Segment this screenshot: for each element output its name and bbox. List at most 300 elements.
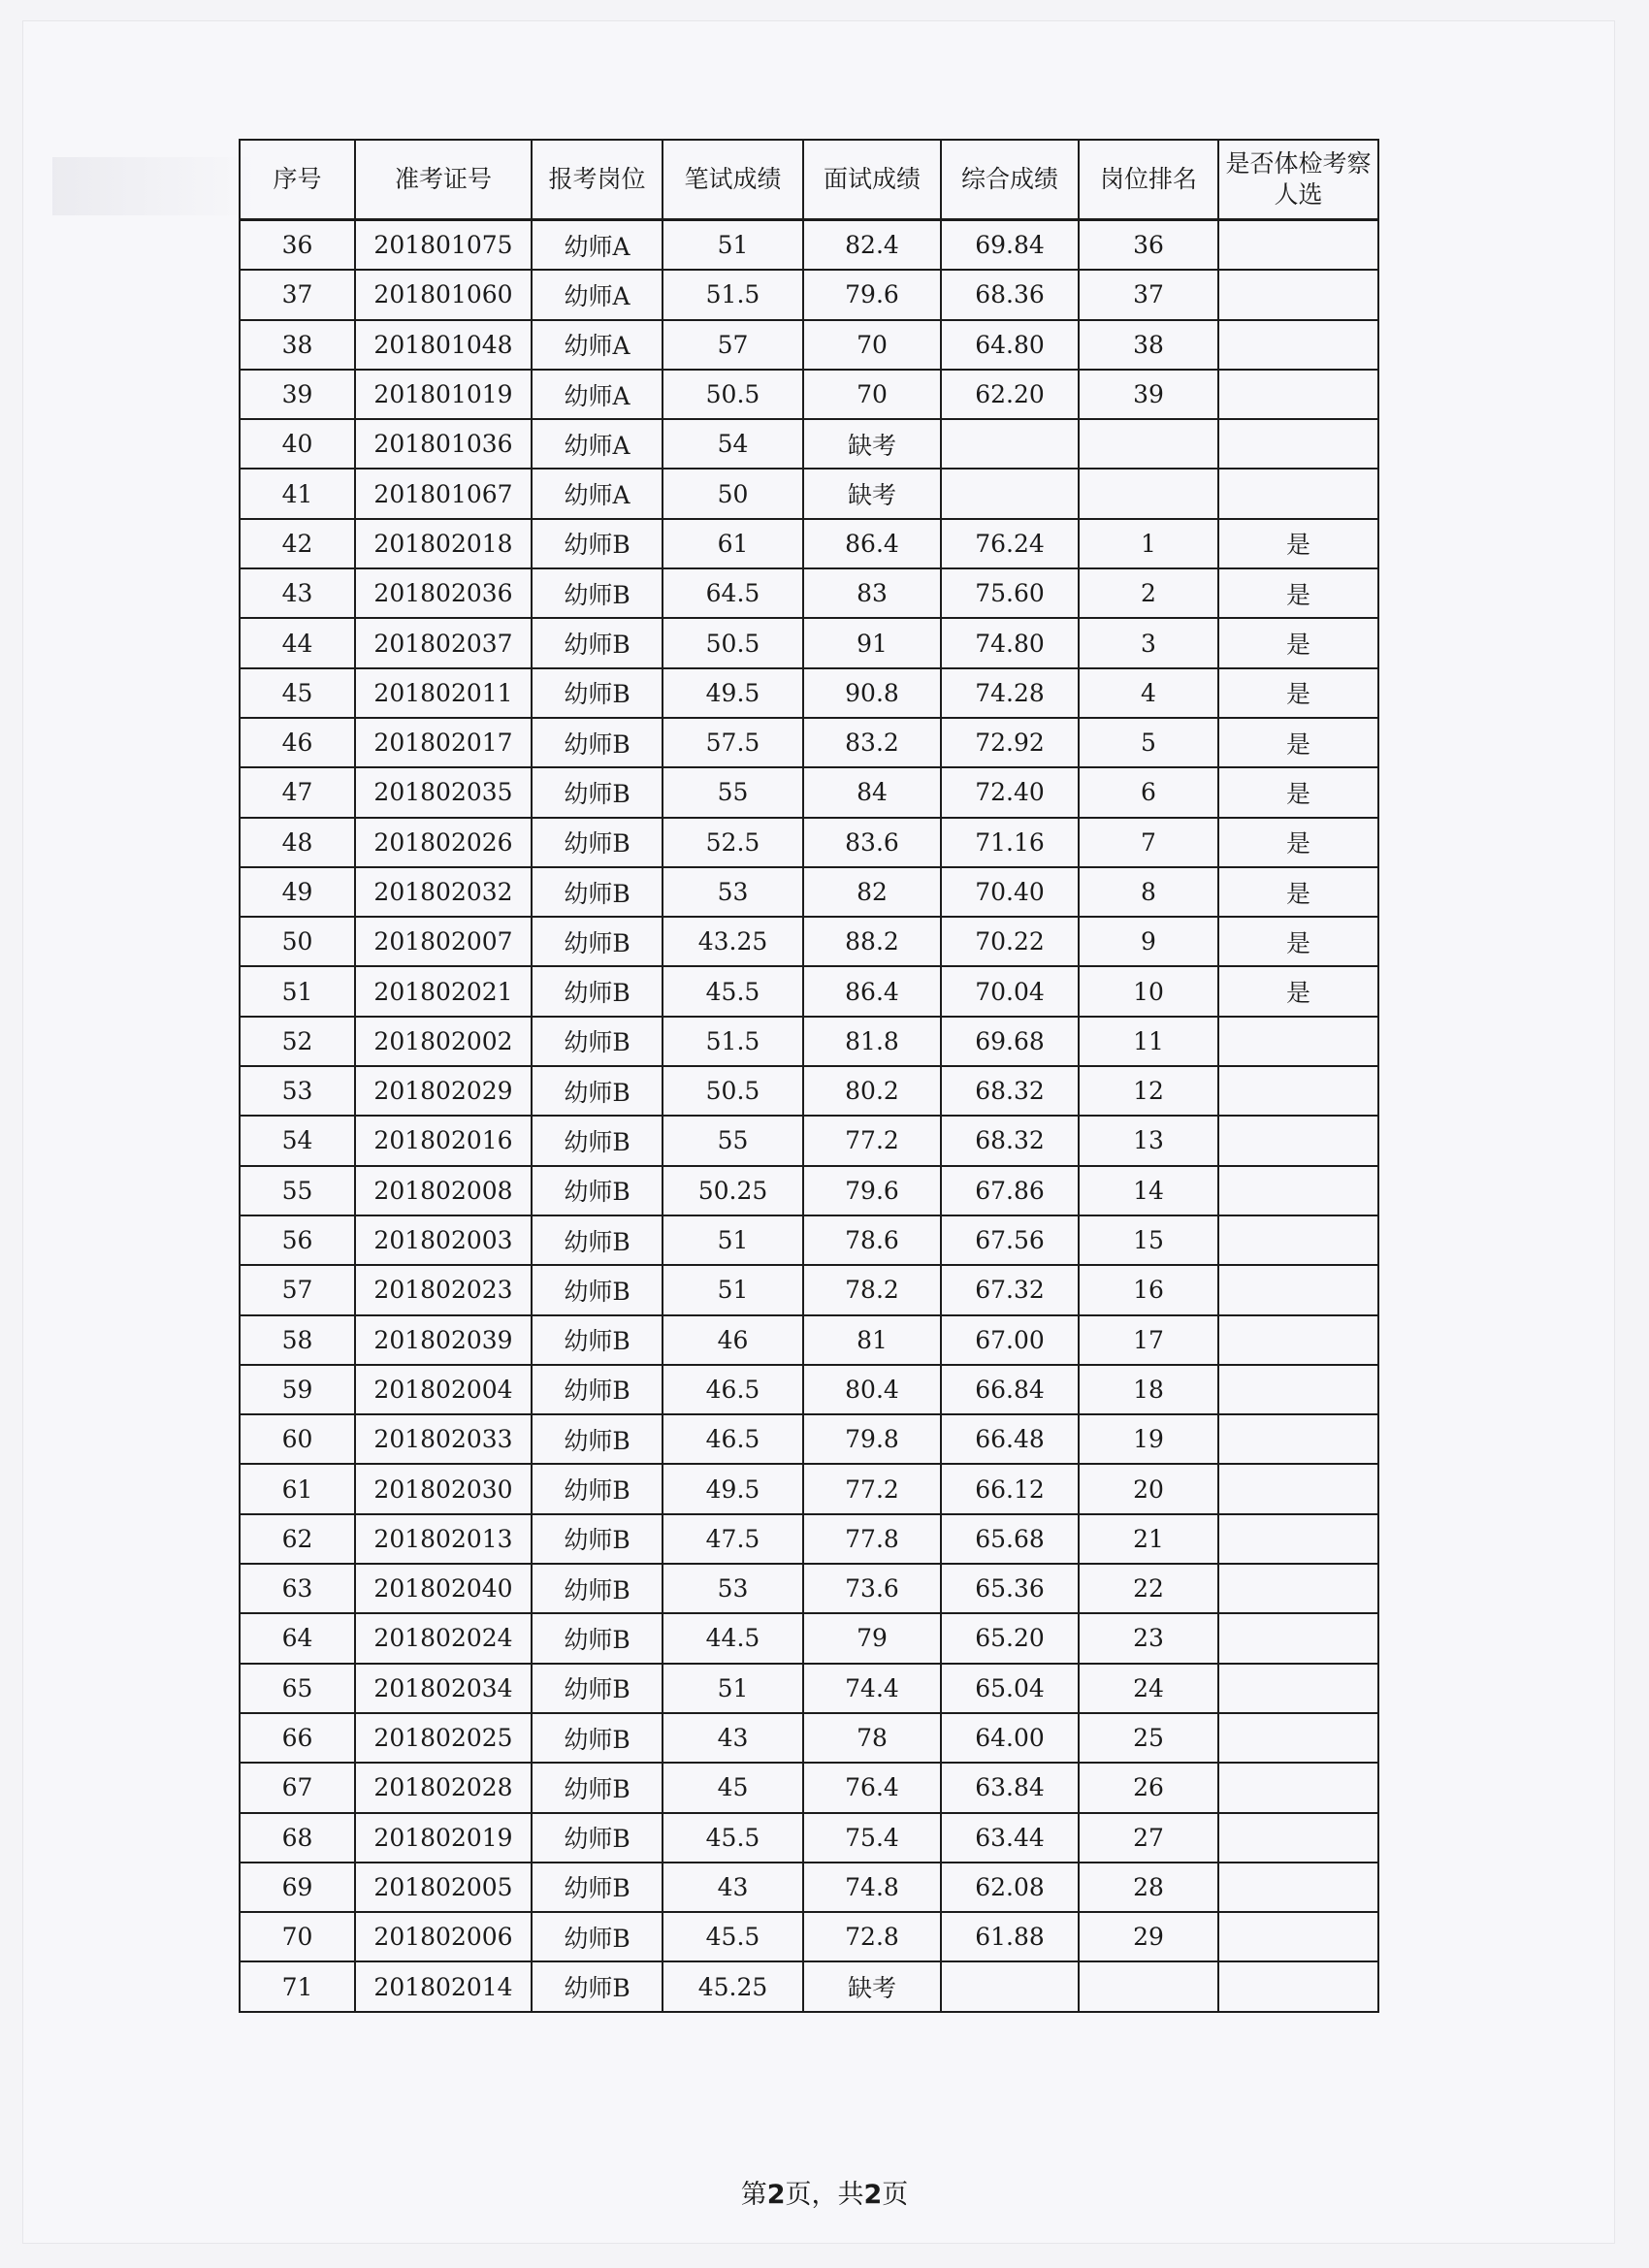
cell-rank: 27 (1079, 1813, 1218, 1863)
table-row (240, 818, 1378, 867)
table-row (240, 1763, 1378, 1812)
cell-seq: 46 (240, 718, 355, 767)
table-row (240, 320, 1378, 370)
cell-position: 幼师B (532, 818, 663, 867)
cell-seq: 71 (240, 1961, 355, 2011)
cell-position: 幼师B (532, 1066, 663, 1116)
cell-total-score: 68.36 (941, 270, 1079, 319)
cell-selected (1218, 1713, 1378, 1763)
table-row (240, 1215, 1378, 1265)
cell-rank: 36 (1079, 220, 1218, 271)
footer-prefix: 第 (740, 2180, 767, 2210)
cell-position: 幼师A (532, 419, 663, 469)
cell-written-score: 49.5 (663, 668, 803, 718)
header-selected: 是否体检考察人选 (1218, 140, 1378, 220)
table-row (240, 469, 1378, 518)
cell-total-score: 67.00 (941, 1315, 1079, 1365)
table-row (240, 1464, 1378, 1513)
cell-ticket-number: 201802002 (355, 1017, 532, 1066)
cell-position: 幼师A (532, 270, 663, 319)
cell-written-score: 49.5 (663, 1464, 803, 1513)
cell-interview-score: 79.6 (803, 270, 941, 319)
cell-rank: 12 (1079, 1066, 1218, 1116)
cell-selected: 是 (1218, 568, 1378, 618)
cell-rank: 1 (1079, 519, 1218, 568)
cell-interview-score: 73.6 (803, 1564, 941, 1613)
table-row (240, 1116, 1378, 1165)
cell-interview-score: 90.8 (803, 668, 941, 718)
cell-seq: 47 (240, 767, 355, 817)
cell-interview-score: 80.4 (803, 1365, 941, 1414)
cell-ticket-number: 201802032 (355, 867, 532, 917)
cell-rank: 28 (1079, 1863, 1218, 1912)
cell-written-score: 46.5 (663, 1414, 803, 1464)
cell-interview-score: 79.8 (803, 1414, 941, 1464)
cell-ticket-number: 201802008 (355, 1166, 532, 1215)
cell-selected (1218, 1116, 1378, 1165)
cell-ticket-number: 201801019 (355, 370, 532, 419)
cell-total-score: 62.08 (941, 1863, 1079, 1912)
cell-interview-score: 74.4 (803, 1664, 941, 1713)
cell-rank: 14 (1079, 1166, 1218, 1215)
cell-seq: 42 (240, 519, 355, 568)
cell-ticket-number: 201802005 (355, 1863, 532, 1912)
table-row (240, 220, 1378, 271)
cell-interview-score: 76.4 (803, 1763, 941, 1812)
cell-selected: 是 (1218, 917, 1378, 966)
cell-rank: 22 (1079, 1564, 1218, 1613)
cell-rank: 21 (1079, 1514, 1218, 1564)
table-row (240, 1166, 1378, 1215)
cell-ticket-number: 201802021 (355, 966, 532, 1016)
cell-selected (1218, 1863, 1378, 1912)
cell-ticket-number: 201802014 (355, 1961, 532, 2011)
table-row (240, 966, 1378, 1016)
cell-written-score: 46.5 (663, 1365, 803, 1414)
cell-seq: 37 (240, 270, 355, 319)
cell-selected (1218, 220, 1378, 271)
cell-interview-score: 84 (803, 767, 941, 817)
table-body (240, 220, 1378, 2012)
cell-rank: 11 (1079, 1017, 1218, 1066)
cell-total-score: 71.16 (941, 818, 1079, 867)
header-written-score: 笔试成绩 (663, 140, 803, 220)
cell-rank (1079, 1961, 1218, 2011)
cell-seq: 41 (240, 469, 355, 518)
cell-total-score: 63.84 (941, 1763, 1079, 1812)
cell-interview-score: 缺考 (803, 419, 941, 469)
cell-rank: 6 (1079, 767, 1218, 817)
cell-rank: 39 (1079, 370, 1218, 419)
cell-total-score: 66.48 (941, 1414, 1079, 1464)
cell-total-score: 69.84 (941, 220, 1079, 271)
cell-interview-score: 79.6 (803, 1166, 941, 1215)
cell-seq: 48 (240, 818, 355, 867)
cell-position: 幼师B (532, 1613, 663, 1663)
cell-rank: 26 (1079, 1763, 1218, 1812)
cell-position: 幼师B (532, 1961, 663, 2011)
cell-selected (1218, 1464, 1378, 1513)
cell-selected (1218, 1166, 1378, 1215)
cell-interview-score: 91 (803, 618, 941, 667)
cell-total-score (941, 1961, 1079, 2011)
cell-interview-score: 缺考 (803, 1961, 941, 2011)
cell-selected (1218, 1066, 1378, 1116)
cell-interview-score: 75.4 (803, 1813, 941, 1863)
cell-selected (1218, 1912, 1378, 1961)
cell-interview-score: 88.2 (803, 917, 941, 966)
cell-total-score (941, 469, 1079, 518)
table-header-row (240, 140, 1378, 220)
cell-seq: 55 (240, 1166, 355, 1215)
table-row (240, 1961, 1378, 2011)
cell-total-score: 70.22 (941, 917, 1079, 966)
cell-seq: 68 (240, 1813, 355, 1863)
cell-rank (1079, 469, 1218, 518)
cell-seq: 50 (240, 917, 355, 966)
cell-interview-score: 82 (803, 867, 941, 917)
cell-rank: 19 (1079, 1414, 1218, 1464)
cell-ticket-number: 201802037 (355, 618, 532, 667)
cell-total-score: 70.40 (941, 867, 1079, 917)
cell-rank: 13 (1079, 1116, 1218, 1165)
cell-rank: 9 (1079, 917, 1218, 966)
cell-rank: 4 (1079, 668, 1218, 718)
cell-ticket-number: 201802018 (355, 519, 532, 568)
cell-position: 幼师B (532, 618, 663, 667)
cell-position: 幼师B (532, 1813, 663, 1863)
cell-ticket-number: 201802016 (355, 1116, 532, 1165)
cell-seq: 45 (240, 668, 355, 718)
cell-selected: 是 (1218, 818, 1378, 867)
cell-interview-score: 77.8 (803, 1514, 941, 1564)
cell-position: 幼师B (532, 1912, 663, 1961)
cell-total-score: 74.80 (941, 618, 1079, 667)
cell-interview-score: 77.2 (803, 1464, 941, 1513)
cell-selected (1218, 1664, 1378, 1713)
cell-written-score: 46 (663, 1315, 803, 1365)
cell-total-score: 72.40 (941, 767, 1079, 817)
cell-total-score: 65.68 (941, 1514, 1079, 1564)
cell-total-score: 67.56 (941, 1215, 1079, 1265)
cell-selected: 是 (1218, 966, 1378, 1016)
cell-total-score: 63.44 (941, 1813, 1079, 1863)
cell-seq: 57 (240, 1265, 355, 1314)
cell-selected: 是 (1218, 519, 1378, 568)
cell-ticket-number: 201801075 (355, 220, 532, 271)
header-rank: 岗位排名 (1079, 140, 1218, 220)
cell-interview-score: 83.6 (803, 818, 941, 867)
cell-position: 幼师B (532, 767, 663, 817)
table-row (240, 1664, 1378, 1713)
cell-position: 幼师B (532, 1365, 663, 1414)
cell-selected (1218, 419, 1378, 469)
cell-ticket-number: 201802023 (355, 1265, 532, 1314)
table-row (240, 1613, 1378, 1663)
cell-total-score: 68.32 (941, 1116, 1079, 1165)
cell-selected (1218, 469, 1378, 518)
table-row (240, 618, 1378, 667)
score-table (239, 139, 1379, 2013)
cell-selected (1218, 1365, 1378, 1414)
cell-position: 幼师B (532, 1116, 663, 1165)
cell-written-score: 50 (663, 469, 803, 518)
cell-position: 幼师B (532, 1414, 663, 1464)
cell-interview-score: 72.8 (803, 1912, 941, 1961)
cell-ticket-number: 201802035 (355, 767, 532, 817)
cell-ticket-number: 201802026 (355, 818, 532, 867)
cell-position: 幼师B (532, 1265, 663, 1314)
cell-position: 幼师A (532, 469, 663, 518)
header-position: 报考岗位 (532, 140, 663, 220)
table-row (240, 767, 1378, 817)
cell-ticket-number: 201802025 (355, 1713, 532, 1763)
cell-seq: 62 (240, 1514, 355, 1564)
table-row (240, 1414, 1378, 1464)
cell-total-score: 65.36 (941, 1564, 1079, 1613)
cell-seq: 64 (240, 1613, 355, 1663)
table-row (240, 1066, 1378, 1116)
cell-total-score: 72.92 (941, 718, 1079, 767)
cell-rank: 7 (1079, 818, 1218, 867)
table-row (240, 668, 1378, 718)
table-row (240, 1514, 1378, 1564)
cell-seq: 58 (240, 1315, 355, 1365)
cell-total-score (941, 419, 1079, 469)
cell-selected: 是 (1218, 718, 1378, 767)
table-row (240, 419, 1378, 469)
cell-selected: 是 (1218, 618, 1378, 667)
table-row (240, 917, 1378, 966)
cell-position: 幼师B (532, 568, 663, 618)
cell-rank: 16 (1079, 1265, 1218, 1314)
cell-seq: 53 (240, 1066, 355, 1116)
cell-selected: 是 (1218, 668, 1378, 718)
cell-selected (1218, 320, 1378, 370)
table-row (240, 370, 1378, 419)
cell-written-score: 54 (663, 419, 803, 469)
cell-written-score: 55 (663, 767, 803, 817)
cell-seq: 38 (240, 320, 355, 370)
cell-interview-score: 70 (803, 320, 941, 370)
cell-interview-score: 78.6 (803, 1215, 941, 1265)
cell-position: 幼师B (532, 867, 663, 917)
cell-written-score: 47.5 (663, 1514, 803, 1564)
table-row (240, 718, 1378, 767)
footer-middle: 页，共 (785, 2180, 864, 2210)
page-footer (0, 2173, 1649, 2211)
cell-rank: 3 (1079, 618, 1218, 667)
cell-ticket-number: 201801060 (355, 270, 532, 319)
cell-selected (1218, 1315, 1378, 1365)
cell-seq: 43 (240, 568, 355, 618)
cell-written-score: 43.25 (663, 917, 803, 966)
cell-ticket-number: 201802030 (355, 1464, 532, 1513)
cell-interview-score: 78.2 (803, 1265, 941, 1314)
cell-written-score: 51 (663, 220, 803, 271)
cell-seq: 36 (240, 220, 355, 271)
cell-position: 幼师B (532, 1664, 663, 1713)
table-row (240, 519, 1378, 568)
table-row (240, 1713, 1378, 1763)
cell-position: 幼师B (532, 1464, 663, 1513)
cell-rank: 37 (1079, 270, 1218, 319)
scan-artifact (52, 157, 256, 215)
cell-position: 幼师B (532, 1017, 663, 1066)
cell-seq: 65 (240, 1664, 355, 1713)
cell-rank: 17 (1079, 1315, 1218, 1365)
cell-written-score: 53 (663, 867, 803, 917)
cell-ticket-number: 201802004 (355, 1365, 532, 1414)
cell-position: 幼师A (532, 370, 663, 419)
cell-rank: 18 (1079, 1365, 1218, 1414)
table-row (240, 568, 1378, 618)
cell-selected: 是 (1218, 767, 1378, 817)
cell-total-score: 70.04 (941, 966, 1079, 1016)
cell-rank: 29 (1079, 1912, 1218, 1961)
cell-interview-score: 86.4 (803, 966, 941, 1016)
cell-total-score: 65.20 (941, 1613, 1079, 1663)
cell-rank: 20 (1079, 1464, 1218, 1513)
cell-ticket-number: 201802006 (355, 1912, 532, 1961)
cell-written-score: 51 (663, 1664, 803, 1713)
cell-written-score: 51.5 (663, 270, 803, 319)
cell-selected (1218, 1613, 1378, 1663)
cell-position: 幼师B (532, 917, 663, 966)
cell-seq: 61 (240, 1464, 355, 1513)
footer-page-number: 2 (766, 2180, 786, 2210)
cell-position: 幼师A (532, 220, 663, 271)
cell-selected (1218, 1961, 1378, 2011)
cell-ticket-number: 201802028 (355, 1763, 532, 1812)
cell-ticket-number: 201802040 (355, 1564, 532, 1613)
cell-interview-score: 82.4 (803, 220, 941, 271)
cell-written-score: 50.25 (663, 1166, 803, 1215)
cell-position: 幼师B (532, 1564, 663, 1613)
cell-ticket-number: 201801048 (355, 320, 532, 370)
table-row (240, 1912, 1378, 1961)
cell-interview-score: 83.2 (803, 718, 941, 767)
cell-position: 幼师B (532, 1713, 663, 1763)
cell-interview-score: 70 (803, 370, 941, 419)
cell-selected (1218, 1813, 1378, 1863)
table-row (240, 1265, 1378, 1314)
cell-position: 幼师B (532, 718, 663, 767)
cell-ticket-number: 201802011 (355, 668, 532, 718)
cell-interview-score: 77.2 (803, 1116, 941, 1165)
cell-position: 幼师B (532, 668, 663, 718)
cell-ticket-number: 201802019 (355, 1813, 532, 1863)
cell-rank: 2 (1079, 568, 1218, 618)
cell-position: 幼师B (532, 1863, 663, 1912)
cell-interview-score: 80.2 (803, 1066, 941, 1116)
cell-position: 幼师B (532, 1514, 663, 1564)
cell-total-score: 75.60 (941, 568, 1079, 618)
cell-ticket-number: 201802029 (355, 1066, 532, 1116)
cell-position: 幼师B (532, 966, 663, 1016)
cell-interview-score: 81 (803, 1315, 941, 1365)
cell-total-score: 74.28 (941, 668, 1079, 718)
cell-seq: 52 (240, 1017, 355, 1066)
cell-selected (1218, 1215, 1378, 1265)
cell-ticket-number: 201802003 (355, 1215, 532, 1265)
cell-written-score: 57 (663, 320, 803, 370)
cell-position: 幼师B (532, 1315, 663, 1365)
cell-written-score: 51.5 (663, 1017, 803, 1066)
cell-rank (1079, 419, 1218, 469)
cell-written-score: 45.5 (663, 966, 803, 1016)
cell-total-score: 64.00 (941, 1713, 1079, 1763)
cell-ticket-number: 201802007 (355, 917, 532, 966)
cell-position: 幼师B (532, 519, 663, 568)
cell-written-score: 45.25 (663, 1961, 803, 2011)
cell-position: 幼师B (532, 1166, 663, 1215)
cell-total-score: 64.80 (941, 320, 1079, 370)
cell-seq: 56 (240, 1215, 355, 1265)
cell-written-score: 43 (663, 1713, 803, 1763)
cell-ticket-number: 201802017 (355, 718, 532, 767)
cell-rank: 25 (1079, 1713, 1218, 1763)
cell-selected (1218, 1763, 1378, 1812)
cell-total-score: 66.84 (941, 1365, 1079, 1414)
cell-written-score: 51 (663, 1215, 803, 1265)
cell-rank: 8 (1079, 867, 1218, 917)
cell-seq: 44 (240, 618, 355, 667)
cell-total-score: 69.68 (941, 1017, 1079, 1066)
cell-selected (1218, 370, 1378, 419)
cell-rank: 38 (1079, 320, 1218, 370)
header-interview-score: 面试成绩 (803, 140, 941, 220)
cell-ticket-number: 201801036 (355, 419, 532, 469)
cell-written-score: 61 (663, 519, 803, 568)
cell-seq: 63 (240, 1564, 355, 1613)
cell-written-score: 45.5 (663, 1813, 803, 1863)
cell-written-score: 55 (663, 1116, 803, 1165)
table-row (240, 1017, 1378, 1066)
cell-seq: 70 (240, 1912, 355, 1961)
cell-ticket-number: 201802036 (355, 568, 532, 618)
cell-total-score: 65.04 (941, 1664, 1079, 1713)
header-seq: 序号 (240, 140, 355, 220)
cell-written-score: 43 (663, 1863, 803, 1912)
table-row (240, 270, 1378, 319)
table-row (240, 1813, 1378, 1863)
cell-interview-score: 79 (803, 1613, 941, 1663)
cell-total-score: 67.32 (941, 1265, 1079, 1314)
cell-selected (1218, 1414, 1378, 1464)
cell-seq: 66 (240, 1713, 355, 1763)
header-total-score: 综合成绩 (941, 140, 1079, 220)
cell-written-score: 50.5 (663, 370, 803, 419)
cell-rank: 23 (1079, 1613, 1218, 1663)
cell-rank: 10 (1079, 966, 1218, 1016)
cell-seq: 60 (240, 1414, 355, 1464)
cell-written-score: 53 (663, 1564, 803, 1613)
table-row (240, 1315, 1378, 1365)
cell-written-score: 57.5 (663, 718, 803, 767)
cell-total-score: 61.88 (941, 1912, 1079, 1961)
cell-seq: 39 (240, 370, 355, 419)
cell-interview-score: 81.8 (803, 1017, 941, 1066)
cell-ticket-number: 201802013 (355, 1514, 532, 1564)
cell-rank: 5 (1079, 718, 1218, 767)
cell-selected (1218, 1017, 1378, 1066)
table-row (240, 1564, 1378, 1613)
table-row (240, 867, 1378, 917)
cell-seq: 51 (240, 966, 355, 1016)
cell-seq: 67 (240, 1763, 355, 1812)
cell-total-score: 66.12 (941, 1464, 1079, 1513)
